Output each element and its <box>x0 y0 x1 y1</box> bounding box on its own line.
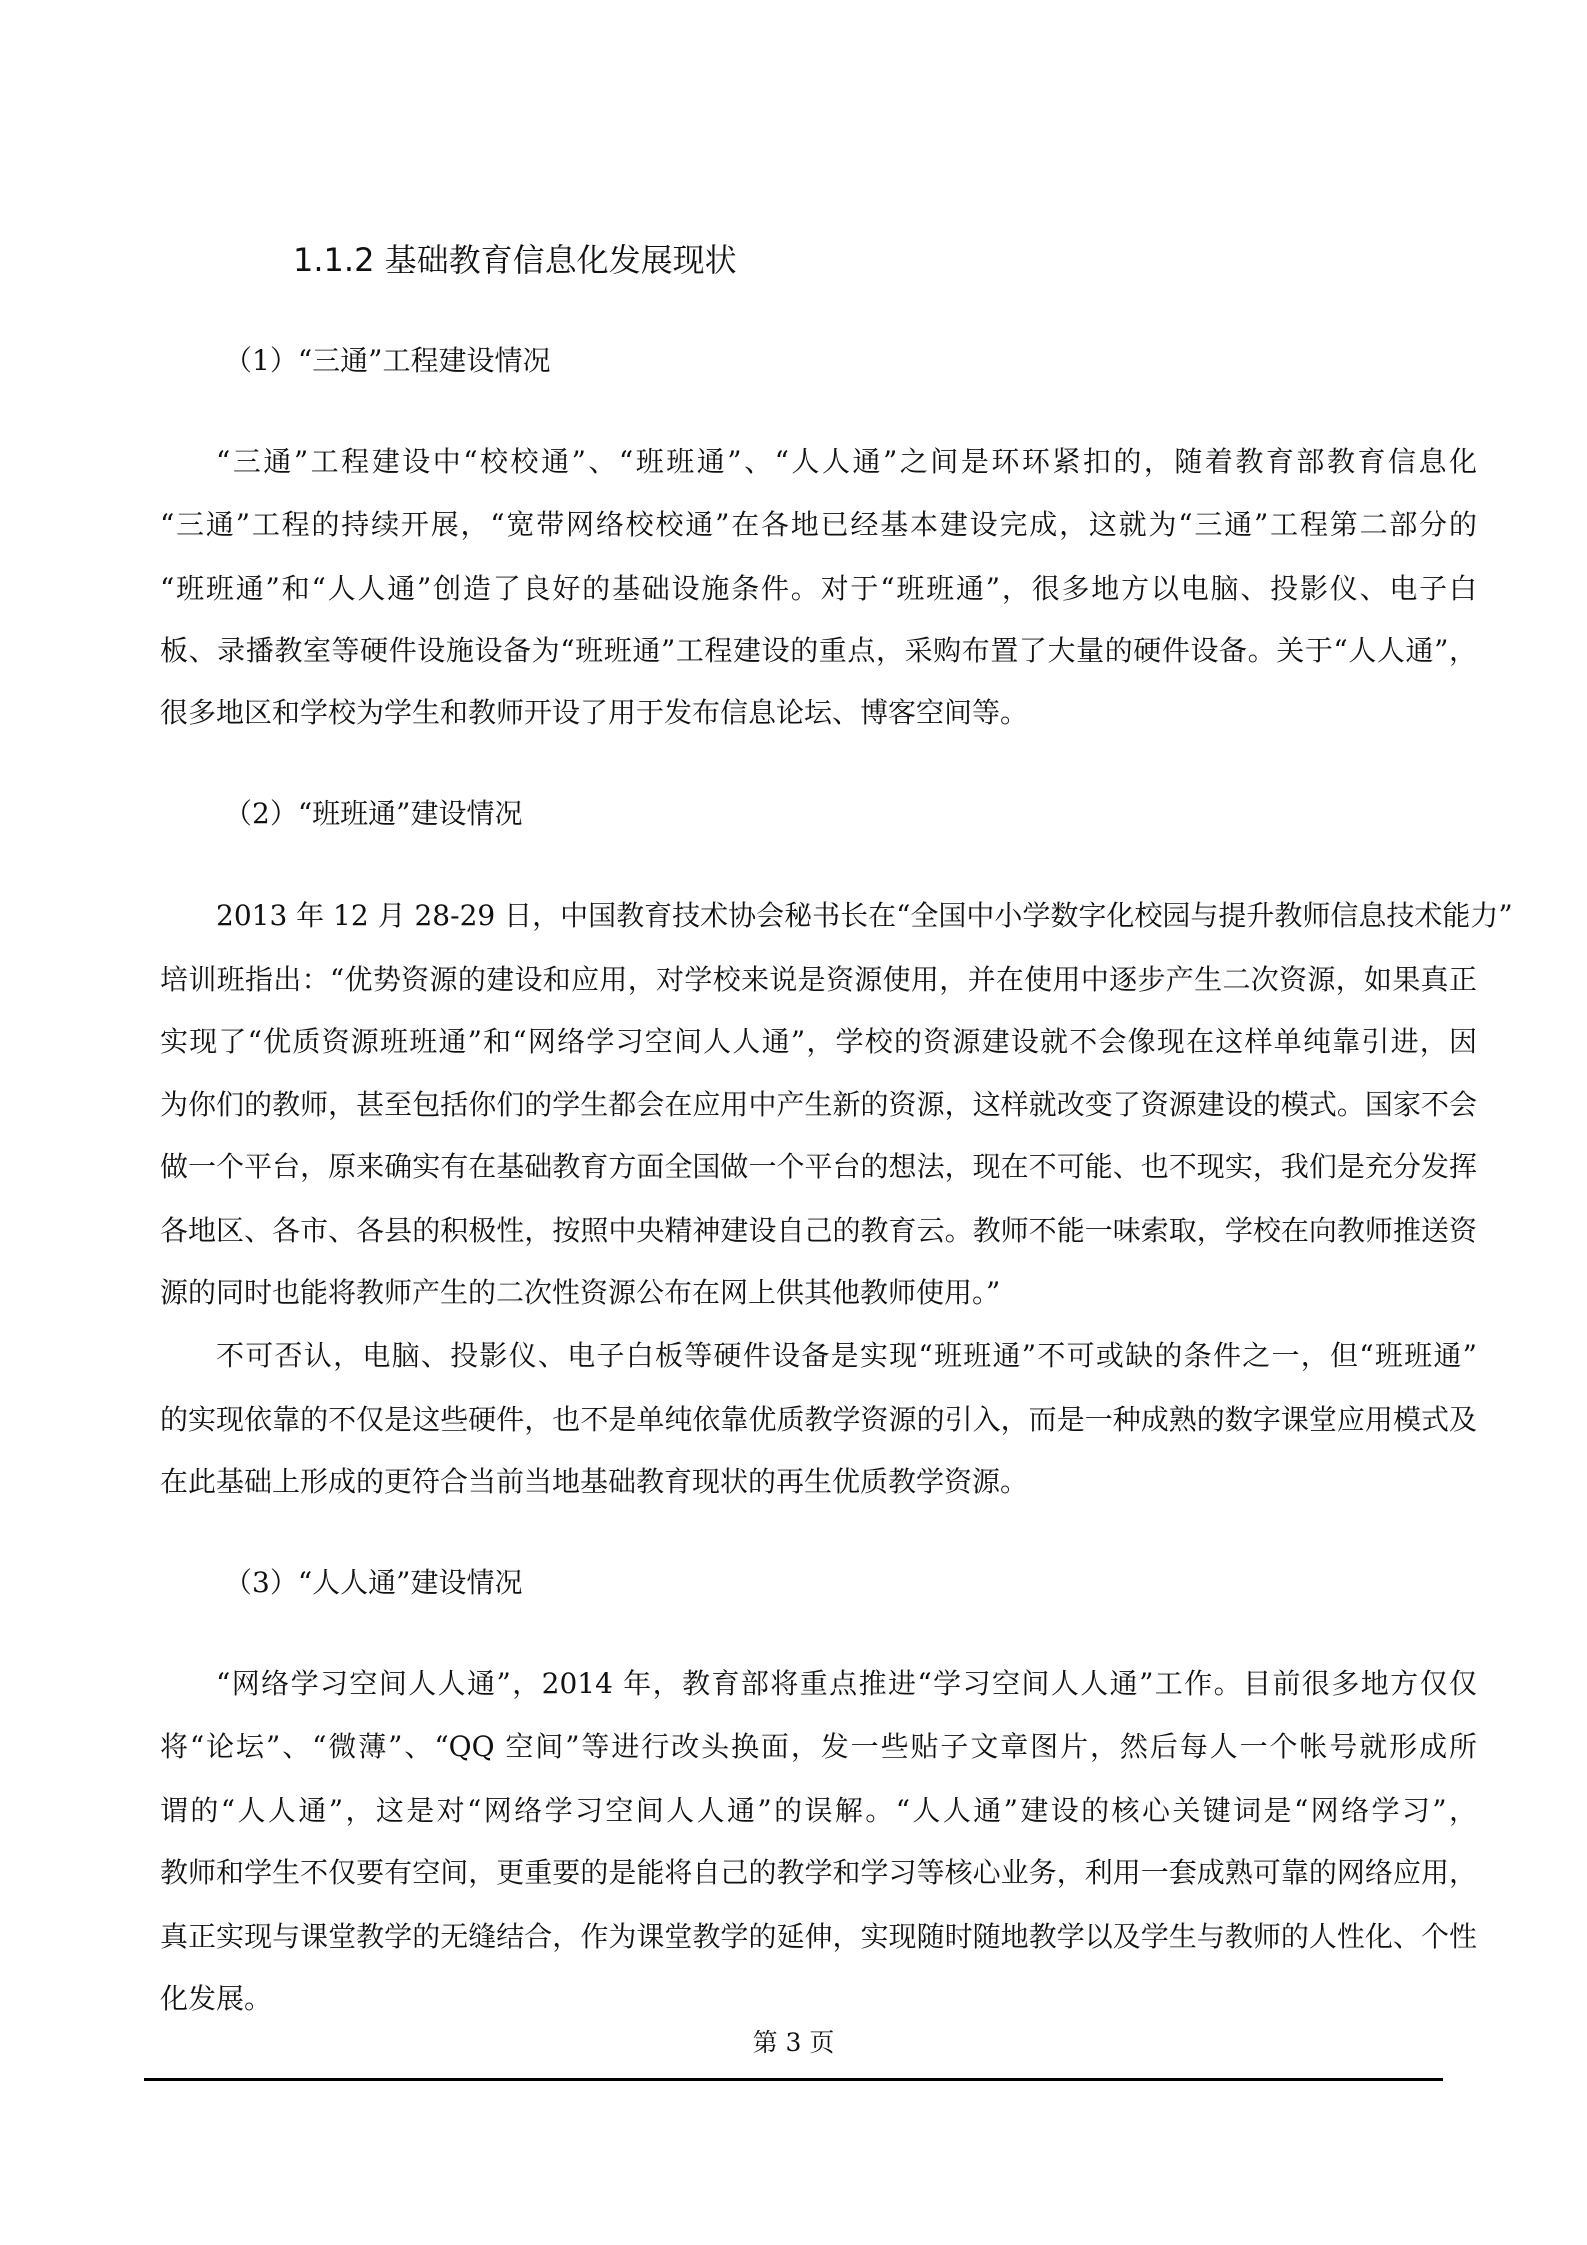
subsection-title-1: （1）“三通”工程建设情况 <box>224 344 551 377</box>
text-line: 源的同时也能将教师产生的二次性资源公布在网上供其他教师使用。” <box>160 1276 1001 1309</box>
text-line: 为你们的教师，甚至包括你们的学生都会在应用中产生新的资源，这样就改变了资源建设的模式。国家不会 <box>160 1088 1477 1121</box>
text-line: 的实现依靠的不仅是这些硬件，也不是单纯依靠优质教学资源的引入，而是一种成熟的数字课堂应用模式及 <box>160 1403 1477 1436</box>
text-line: 各地区、各市、各县的积极性，按照中央精神建设自己的教育云。教师不能一味索取，学校在向教师推送资 <box>160 1214 1477 1247</box>
text-line: 做一个平台，原来确实有在基础教育方面全国做一个平台的想法，现在不可能、也不现实，我们是充分发挥 <box>160 1150 1477 1183</box>
text-line: 谓的“人人通”，这是对“网络学习空间人人通”的误解。“人人通”建设的核心关键词是“网络学习”， <box>160 1794 1477 1827</box>
text-line: 很多地区和学校为学生和教师开设了用于发布信息论坛、博客空间等。 <box>160 696 1029 729</box>
section-heading: 1.1.2 基础教育信息化发展现状 <box>293 241 737 279</box>
text-line: 将“论坛”、“微薄”、“QQ 空间”等进行改头换面，发一些贴子文章图片，然后每人一个帐号就形成所 <box>160 1730 1477 1763</box>
subsection-title-3: （3）“人人通”建设情况 <box>224 1566 523 1599</box>
text-line: “三通”工程的持续开展，“宽带网络校校通”在各地已经基本建设完成，这就为“三通”工程第二部分的 <box>160 508 1477 541</box>
page-number: 第 3 页 <box>752 2028 835 2057</box>
text-line: 在此基础上形成的更符合当前当地基础教育现状的再生优质教学资源。 <box>160 1465 1029 1498</box>
text-line: 板、录播教室等硬件设施设备为“班班通”工程建设的重点，采购布置了大量的硬件设备。关于“人人通”， <box>160 634 1477 667</box>
text-line: 实现了“优质资源班班通”和“网络学习空间人人通”，学校的资源建设就不会像现在这样单纯靠引进，因 <box>160 1025 1477 1058</box>
text-line: “班班通”和“人人通”创造了良好的基础设施条件。对于“班班通”，很多地方以电脑、投影仪、电子白 <box>160 572 1477 605</box>
text-line: 培训班指出：“优势资源的建设和应用，对学校来说是资源使用，并在使用中逐步产生二次资源，如果真正 <box>160 963 1477 996</box>
text-line: 教师和学生不仅要有空间，更重要的是能将自己的教学和学习等核心业务，利用一套成熟可靠的网络应用， <box>160 1856 1477 1889</box>
subsection-title-2: （2）“班班通”建设情况 <box>224 797 523 830</box>
text-line: “网络学习空间人人通”，2014 年，教育部将重点推进“学习空间人人通”工作。目前很多地方仅仅 <box>216 1667 1477 1700</box>
text-line: 不可否认，电脑、投影仪、电子白板等硬件设备是实现“班班通”不可或缺的条件之一，但“班班通” <box>216 1339 1477 1372</box>
text-line: 化发展。 <box>160 1982 273 2015</box>
text-line: 真正实现与课堂教学的无缝结合，作为课堂教学的延伸，实现随时随地教学以及学生与教师的人性化、个性 <box>160 1920 1477 1953</box>
text-line: “三通”工程建设中“校校通”、“班班通”、“人人通”之间是环环紧扣的，随着教育部教育信息化 <box>216 445 1477 478</box>
text-line: 2013 年 12 月 28-29 日，中国教育技术协会秘书长在“全国中小学数字化校园与提升教师信息技术能力” <box>216 899 1513 932</box>
footer-rule <box>144 2078 1443 2081</box>
